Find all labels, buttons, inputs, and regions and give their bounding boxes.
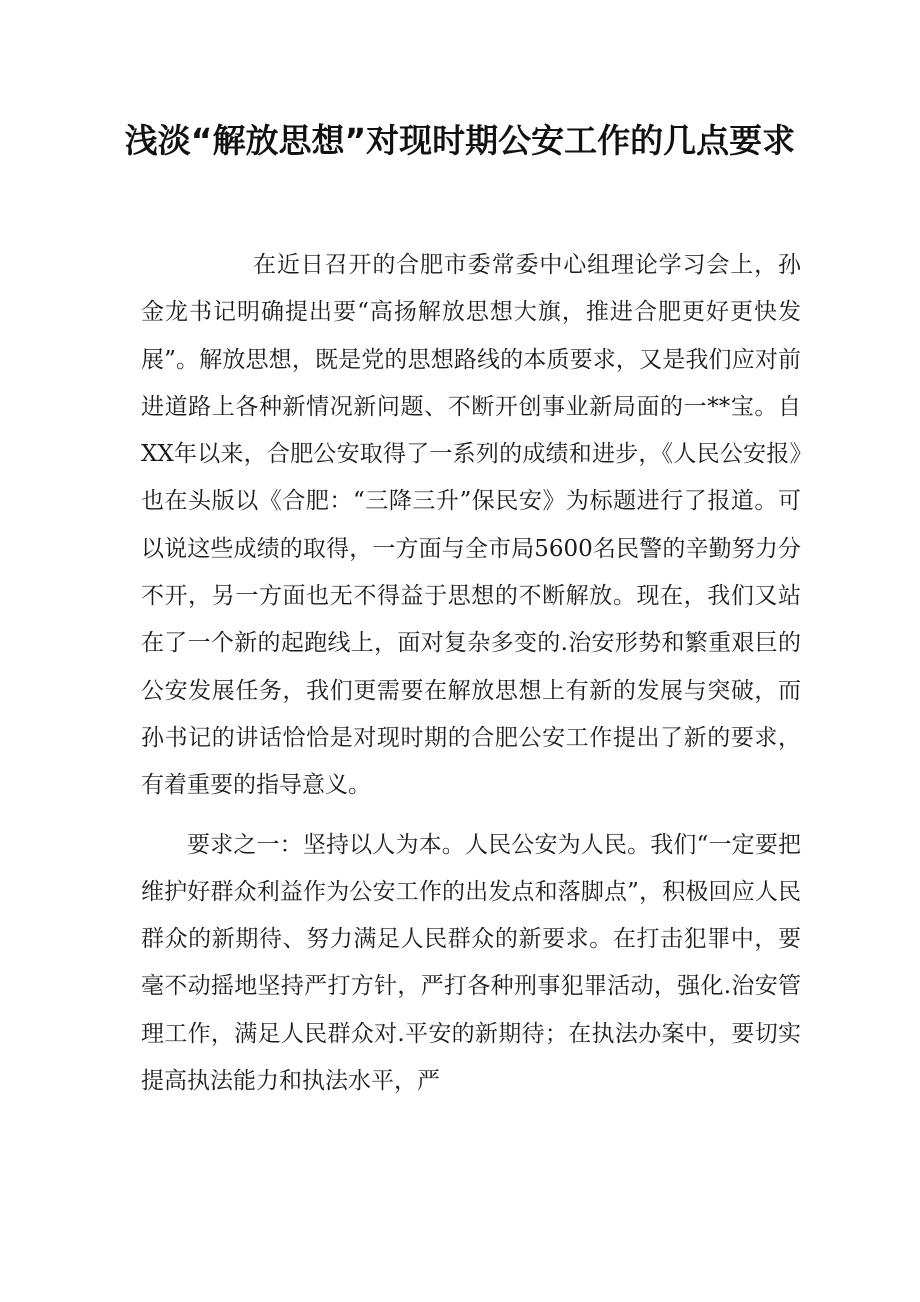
document-body [141,242,801,1105]
paragraph-intro: 在近日召开的合肥市委常委中心组理论学习会上，孙金龙书记明确提出要“高扬解放思想大旗，推进合肥更好更快发展”。解放思想，既是党的思想路线的本质要求，又是我们应对前进道路上各种新情况新问题、不断开创事业新局面的一**宝。自XX年以来，合肥公安取得了一系列的成绩和进步，《人民公安报》也在头版以《合肥：“三降三升”保民安》为标题进行了报道。可以说这些成绩的取得，一方面与全市局5600名民警的辛勤努力分不开，另一方面也无不得益于思想的不断解放。现在，我们又站在了一个新的起跑线上，面对复杂多变的.治安形势和繁重艰巨的公安发展任务，我们更需要在解放思想上有新的发展与突破，而孙书记的讲话恰恰是对现时期的合肥公安工作提出了新的要求，有着重要的指导意义。 [141,252,801,799]
paragraph-requirement-one: 要求之一：坚持以人为本。人民公安为人民。我们“一定要把维护好群众利益作为公安工作的出发点和落脚点”，积极回应人民群众的新期待、努力满足人民群众的新要求。在打击犯罪中，要毫不动摇地坚持严打方针，严打各种刑事犯罪活动，强化.治安管理工作，满足人民群众对.平安的新期待；在执法办案中，要切实提高执法能力和执法水平，严 [141,831,801,1095]
document-title: 浅淡“解放思想”对现时期公安工作的几点要求 [124,121,796,160]
